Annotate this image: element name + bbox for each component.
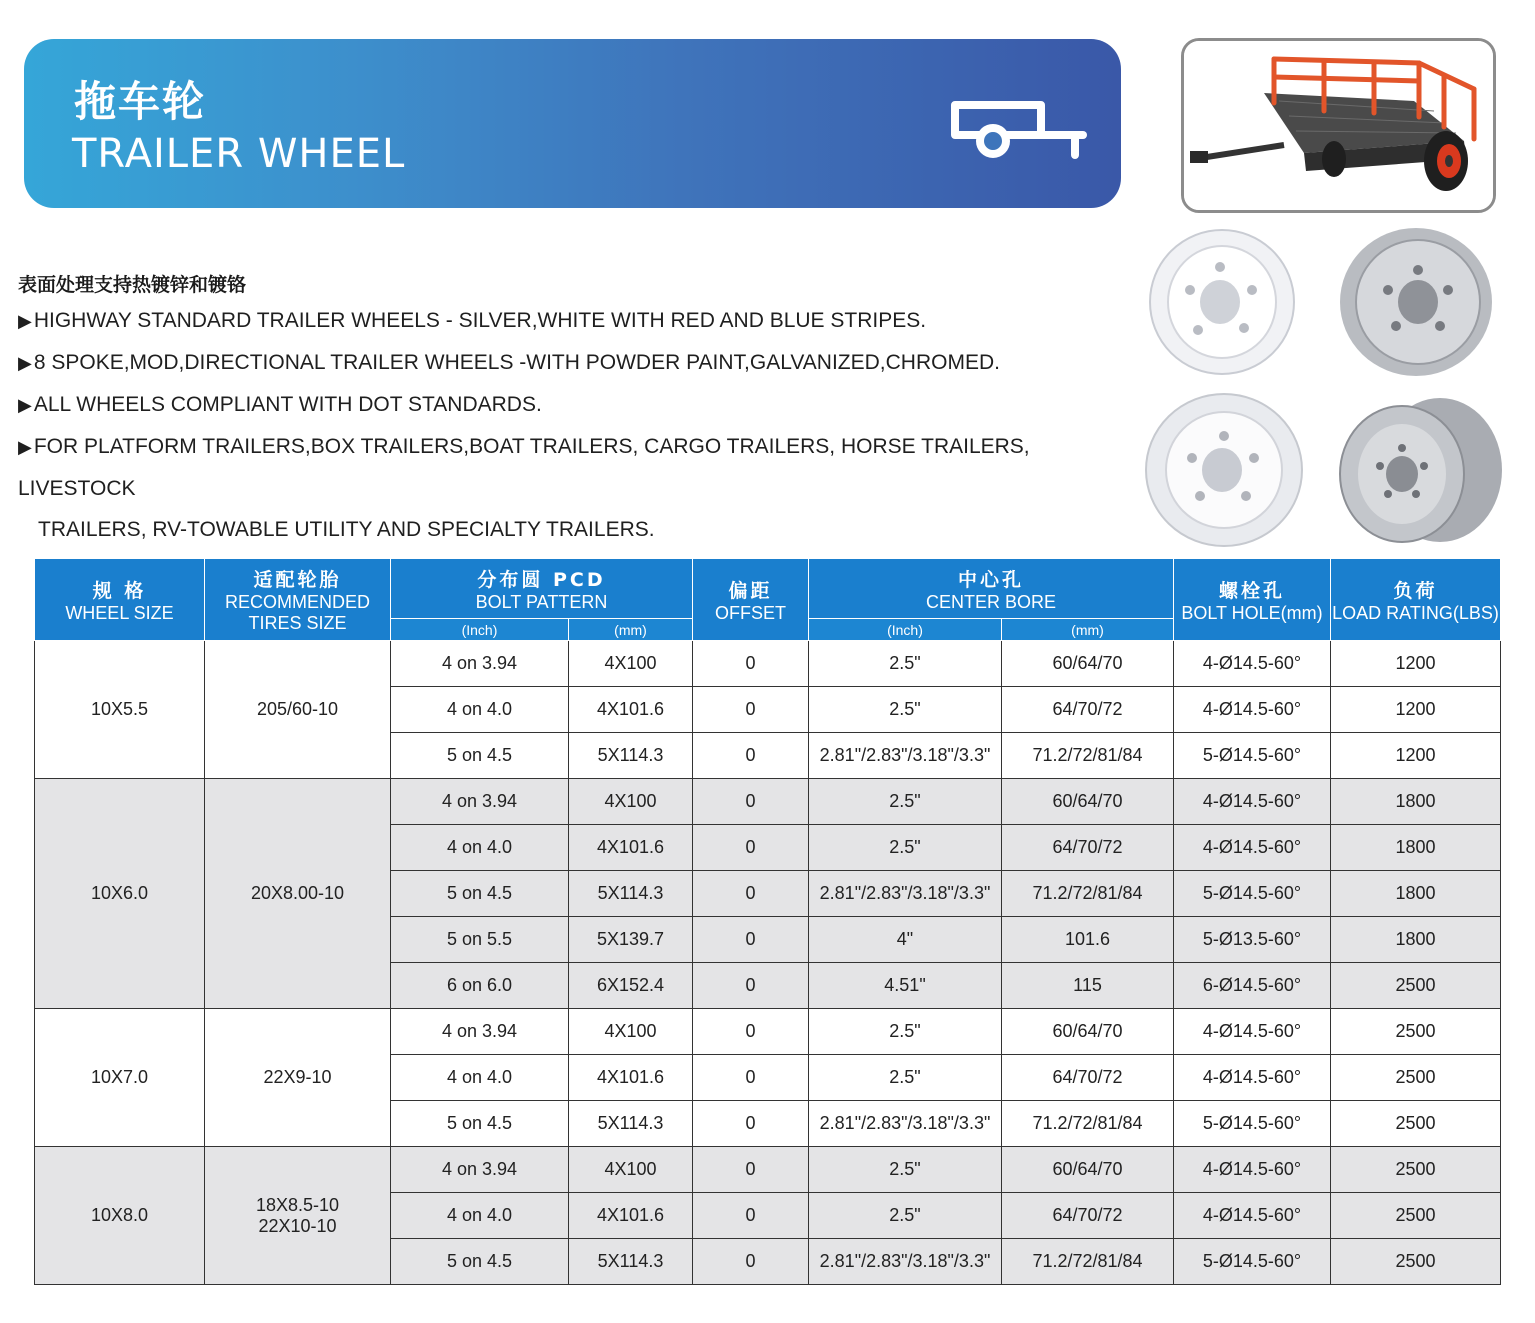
bolt-hole-cell: 4-Ø14.5-60°: [1174, 1193, 1331, 1239]
pcd-inch-cell: 4 on 4.0: [391, 687, 569, 733]
center-bore-mm-cell: 71.2/72/81/84: [1002, 1239, 1174, 1285]
tire-size-text: 22X10-10: [258, 1215, 337, 1236]
title-en: TRAILER WHEEL: [72, 131, 406, 177]
offset-cell: 0: [693, 871, 809, 917]
offset-cell: 0: [693, 1193, 809, 1239]
header-bolt-hole: 螺栓孔 BOLT HOLE(mm): [1174, 559, 1331, 641]
wheel-size-group: [35, 641, 1501, 779]
center-bore-inch-cell: 2.5": [809, 1193, 1002, 1239]
wheel-size-cell: 10X5.5: [35, 641, 205, 779]
wheel-size-group: [35, 1009, 1501, 1147]
bullet-item: [18, 300, 1128, 342]
title-banner: [24, 39, 1121, 208]
tires-size-cell: [205, 1009, 391, 1147]
center-bore-mm-cell: 64/70/72: [1002, 1055, 1174, 1101]
header-offset: 偏距 OFFSET: [693, 559, 809, 641]
bolt-hole-cell: 4-Ø14.5-60°: [1174, 641, 1331, 687]
bolt-hole-cell: 4-Ø14.5-60°: [1174, 1009, 1331, 1055]
center-bore-inch-cell: 4.51": [809, 963, 1002, 1009]
pcd-inch-cell: 5 on 4.5: [391, 733, 569, 779]
subheader-cb-inch: (Inch): [809, 619, 1002, 641]
subheader-cb-mm: (mm): [1002, 619, 1174, 641]
pcd-inch-cell: 4 on 4.0: [391, 1055, 569, 1101]
tire-size-text: 20X8.00-10: [250, 883, 345, 903]
bolt-hole-cell: 4-Ø14.5-60°: [1174, 687, 1331, 733]
description: [18, 270, 1128, 550]
load-rating-cell: 1200: [1331, 733, 1501, 779]
center-bore-mm-cell: 60/64/70: [1002, 1147, 1174, 1193]
offset-cell: 0: [693, 779, 809, 825]
bolt-hole-cell: 5-Ø14.5-60°: [1174, 733, 1331, 779]
header-tires: 适配轮胎 RECOMMENDED TIRES SIZE: [205, 559, 391, 641]
center-bore-inch-cell: 2.81"/2.83"/3.18"/3.3": [809, 1239, 1002, 1285]
header-center-bore: 中心孔 CENTER BORE: [809, 559, 1174, 619]
trailer-icon: [949, 97, 1089, 161]
bullet-arrow-icon: ▶: [18, 353, 32, 373]
bolt-hole-cell: 5-Ø14.5-60°: [1174, 1239, 1331, 1285]
pcd-mm-cell: 4X101.6: [569, 1055, 693, 1101]
pcd-mm-cell: 4X100: [569, 1147, 693, 1193]
subheader-pcd-mm: (mm): [569, 619, 693, 641]
tire-size-text: 205/60-10: [256, 699, 339, 719]
load-rating-cell: 1800: [1331, 871, 1501, 917]
center-bore-inch-cell: 2.81"/2.83"/3.18"/3.3": [809, 733, 1002, 779]
pcd-mm-cell: 4X101.6: [569, 825, 693, 871]
pcd-inch-cell: 4 on 4.0: [391, 825, 569, 871]
wheel-size-cell: 10X6.0: [35, 779, 205, 1009]
load-rating-cell: 1800: [1331, 779, 1501, 825]
pcd-inch-cell: 5 on 4.5: [391, 1239, 569, 1285]
tires-size-cell: [205, 641, 391, 779]
trailer-photo: [1181, 38, 1496, 213]
spec-table: [34, 558, 1501, 1285]
offset-cell: 0: [693, 687, 809, 733]
offset-cell: 0: [693, 825, 809, 871]
center-bore-mm-cell: 71.2/72/81/84: [1002, 733, 1174, 779]
bullet-text-continued: TRAILERS, RV-TOWABLE UTILITY AND SPECIALTY TRAILERS.: [38, 518, 655, 541]
center-bore-inch-cell: 2.5": [809, 641, 1002, 687]
pcd-inch-cell: 6 on 6.0: [391, 963, 569, 1009]
offset-cell: 0: [693, 1239, 809, 1285]
pcd-inch-cell: 4 on 3.94: [391, 1147, 569, 1193]
load-rating-cell: 1800: [1331, 825, 1501, 871]
load-rating-cell: 2500: [1331, 1055, 1501, 1101]
bolt-hole-cell: 5-Ø14.5-60°: [1174, 1101, 1331, 1147]
bolt-hole-cell: 4-Ø14.5-60°: [1174, 779, 1331, 825]
pcd-mm-cell: 4X101.6: [569, 687, 693, 733]
bolt-hole-cell: 5-Ø14.5-60°: [1174, 871, 1331, 917]
wheel-size-group: [35, 1147, 1501, 1285]
table-header: [35, 559, 1501, 641]
offset-cell: 0: [693, 1147, 809, 1193]
center-bore-mm-cell: 60/64/70: [1002, 1009, 1174, 1055]
center-bore-inch-cell: 2.5": [809, 779, 1002, 825]
white-wheel-deep-image: [1146, 394, 1302, 546]
load-rating-cell: 2500: [1331, 963, 1501, 1009]
load-rating-cell: 1200: [1331, 687, 1501, 733]
offset-cell: 0: [693, 917, 809, 963]
wheel-size-group: [35, 779, 1501, 1009]
surface-treatment-note: 表面处理支持热镀锌和镀铬: [18, 274, 247, 296]
silver-wheel-image: [1340, 228, 1492, 376]
center-bore-mm-cell: 71.2/72/81/84: [1002, 1101, 1174, 1147]
bullet-text: ALL WHEELS COMPLIANT WITH DOT STANDARDS.: [33, 393, 542, 416]
bullet-item: [18, 426, 1128, 550]
center-bore-mm-cell: 64/70/72: [1002, 687, 1174, 733]
tire-size-text: 22X9-10: [263, 1067, 332, 1087]
bullet-item: [18, 384, 1128, 426]
pcd-mm-cell: 4X101.6: [569, 1193, 693, 1239]
offset-cell: 0: [693, 1055, 809, 1101]
header-pcd: 分布圆 PCD BOLT PATTERN: [391, 559, 693, 619]
pcd-inch-cell: 5 on 4.5: [391, 871, 569, 917]
table-row: [35, 641, 1501, 687]
center-bore-inch-cell: 2.5": [809, 1147, 1002, 1193]
pcd-mm-cell: 5X114.3: [569, 733, 693, 779]
offset-cell: 0: [693, 1009, 809, 1055]
wheel-photos: [1140, 222, 1520, 552]
pcd-mm-cell: 4X100: [569, 779, 693, 825]
load-rating-cell: 1200: [1331, 641, 1501, 687]
pcd-inch-cell: 5 on 5.5: [391, 917, 569, 963]
center-bore-inch-cell: 2.5": [809, 1055, 1002, 1101]
tires-size-cell: [205, 1147, 391, 1285]
tire-size-text: 18X8.5-10: [255, 1194, 340, 1215]
bullet-text: HIGHWAY STANDARD TRAILER WHEELS - SILVER,WHITE WITH RED AND BLUE STRIPES.: [33, 309, 927, 332]
bullet-arrow-icon: ▶: [18, 437, 32, 457]
offset-cell: 0: [693, 733, 809, 779]
pcd-mm-cell: 5X114.3: [569, 871, 693, 917]
pcd-inch-cell: 4 on 3.94: [391, 1009, 569, 1055]
wheel-size-cell: 10X7.0: [35, 1009, 205, 1147]
bullet-item: [18, 342, 1128, 384]
wheel-size-cell: 10X8.0: [35, 1147, 205, 1285]
center-bore-inch-cell: 4": [809, 917, 1002, 963]
pcd-inch-cell: 4 on 4.0: [391, 1193, 569, 1239]
load-rating-cell: 2500: [1331, 1193, 1501, 1239]
center-bore-mm-cell: 101.6: [1002, 917, 1174, 963]
title-cn: 拖车轮: [74, 77, 207, 126]
pcd-mm-cell: 5X139.7: [569, 917, 693, 963]
tires-size-cell: [205, 779, 391, 1009]
center-bore-mm-cell: 71.2/72/81/84: [1002, 871, 1174, 917]
header-wheel-size: 规 格 WHEEL SIZE: [35, 559, 205, 641]
pcd-inch-cell: 4 on 3.94: [391, 779, 569, 825]
bolt-hole-cell: 5-Ø13.5-60°: [1174, 917, 1331, 963]
bullet-text: FOR PLATFORM TRAILERS,BOX TRAILERS,BOAT TRAILERS, CARGO TRAILERS, HORSE TRAILERS, LIVESTOCK: [18, 435, 1030, 500]
center-bore-inch-cell: 2.5": [809, 687, 1002, 733]
bolt-hole-cell: 4-Ø14.5-60°: [1174, 825, 1331, 871]
load-rating-cell: 2500: [1331, 1147, 1501, 1193]
table-row: [35, 1147, 1501, 1193]
center-bore-mm-cell: 60/64/70: [1002, 779, 1174, 825]
center-bore-inch-cell: 2.5": [809, 1009, 1002, 1055]
bolt-hole-cell: 4-Ø14.5-60°: [1174, 1147, 1331, 1193]
pcd-inch-cell: 4 on 3.94: [391, 641, 569, 687]
pcd-mm-cell: 4X100: [569, 1009, 693, 1055]
galvanized-wheel-image: [1340, 398, 1502, 542]
table-row: [35, 1009, 1501, 1055]
offset-cell: 0: [693, 1101, 809, 1147]
offset-cell: 0: [693, 963, 809, 1009]
center-bore-mm-cell: 115: [1002, 963, 1174, 1009]
bullet-arrow-icon: ▶: [18, 311, 32, 331]
pcd-mm-cell: 5X114.3: [569, 1239, 693, 1285]
center-bore-inch-cell: 2.5": [809, 825, 1002, 871]
center-bore-mm-cell: 64/70/72: [1002, 825, 1174, 871]
center-bore-mm-cell: 64/70/72: [1002, 1193, 1174, 1239]
table-row: [35, 779, 1501, 825]
center-bore-mm-cell: 60/64/70: [1002, 641, 1174, 687]
offset-cell: 0: [693, 641, 809, 687]
white-wheel-image: [1150, 230, 1294, 374]
load-rating-cell: 2500: [1331, 1101, 1501, 1147]
subheader-pcd-inch: (Inch): [391, 619, 569, 641]
pcd-mm-cell: 6X152.4: [569, 963, 693, 1009]
wheel-photos-image: [1140, 222, 1520, 552]
center-bore-inch-cell: 2.81"/2.83"/3.18"/3.3": [809, 871, 1002, 917]
bolt-hole-cell: 4-Ø14.5-60°: [1174, 1055, 1331, 1101]
bolt-hole-cell: 6-Ø14.5-60°: [1174, 963, 1331, 1009]
center-bore-inch-cell: 2.81"/2.83"/3.18"/3.3": [809, 1101, 1002, 1147]
load-rating-cell: 2500: [1331, 1009, 1501, 1055]
load-rating-cell: 2500: [1331, 1239, 1501, 1285]
bullet-arrow-icon: ▶: [18, 395, 32, 415]
pcd-mm-cell: 5X114.3: [569, 1101, 693, 1147]
load-rating-cell: 1800: [1331, 917, 1501, 963]
header-load-rating: 负荷 LOAD RATING(LBS): [1331, 559, 1501, 641]
trailer-photo-image: [1184, 41, 1493, 210]
pcd-inch-cell: 5 on 4.5: [391, 1101, 569, 1147]
pcd-mm-cell: 4X100: [569, 641, 693, 687]
bullet-text: 8 SPOKE,MOD,DIRECTIONAL TRAILER WHEELS -WITH POWDER PAINT,GALVANIZED,CHROMED.: [33, 351, 1000, 374]
